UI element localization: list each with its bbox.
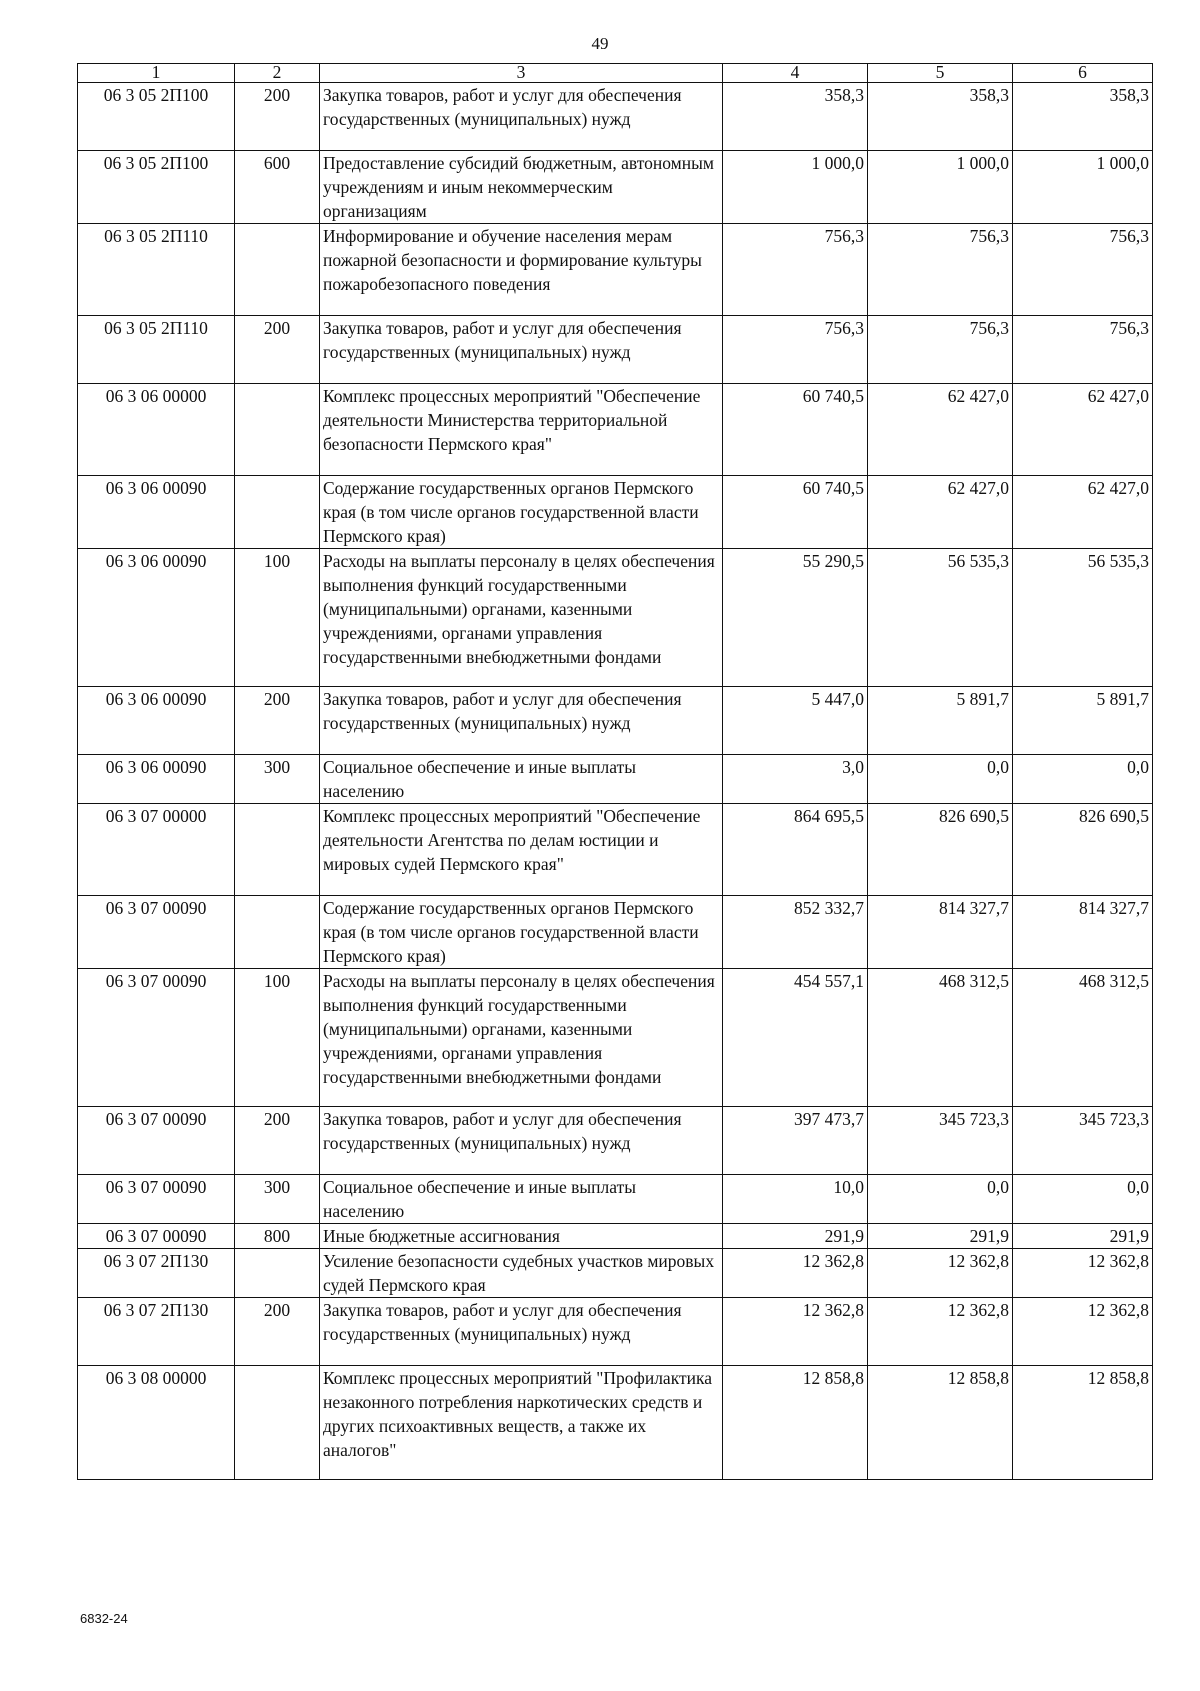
- cell-code: 06 3 08 00000: [78, 1366, 235, 1480]
- page-number: 49: [591, 34, 609, 53]
- cell-value-col5: 62 427,0: [868, 384, 1013, 476]
- cell-name: Закупка товаров, работ и услуг для обеспечения государственных (муниципальных) нужд: [320, 316, 723, 384]
- cell-value-col4: 12 362,8: [723, 1249, 868, 1298]
- header-row: [78, 64, 1153, 83]
- cell-expense-type: 600: [235, 151, 320, 224]
- table-row: [78, 804, 1153, 896]
- cell-value-col5: 345 723,3: [868, 1107, 1013, 1175]
- footer-code: 6832-24: [80, 1611, 128, 1626]
- column-header: 1: [78, 64, 235, 83]
- cell-value-col4: 12 858,8: [723, 1366, 868, 1480]
- cell-value-col4: 60 740,5: [723, 476, 868, 549]
- cell-code: 06 3 05 2П100: [78, 83, 235, 151]
- cell-code: 06 3 07 00090: [78, 969, 235, 1107]
- cell-name: Информирование и обучение населения мерам пожарной безопасности и формирование культуры пожаробезопасного поведения: [320, 224, 723, 316]
- cell-value-col5: 56 535,3: [868, 549, 1013, 687]
- cell-value-col5: 62 427,0: [868, 476, 1013, 549]
- table-row: [78, 896, 1153, 969]
- column-header: 4: [723, 64, 868, 83]
- cell-name: Содержание государственных органов Пермского края (в том числе органов государственной власти Пермского края): [320, 476, 723, 549]
- cell-expense-type: [235, 1249, 320, 1298]
- cell-name: Закупка товаров, работ и услуг для обеспечения государственных (муниципальных) нужд: [320, 1107, 723, 1175]
- cell-value-col4: 454 557,1: [723, 969, 868, 1107]
- table-row: [78, 83, 1153, 151]
- cell-expense-type: 800: [235, 1224, 320, 1249]
- cell-name: Иные бюджетные ассигнования: [320, 1224, 723, 1249]
- cell-value-col5: 12 362,8: [868, 1298, 1013, 1366]
- cell-code: 06 3 07 2П130: [78, 1249, 235, 1298]
- cell-value-col6: 756,3: [1013, 316, 1153, 384]
- cell-name: Закупка товаров, работ и услуг для обеспечения государственных (муниципальных) нужд: [320, 83, 723, 151]
- column-header: 3: [320, 64, 723, 83]
- column-header: 6: [1013, 64, 1153, 83]
- cell-value-col4: 358,3: [723, 83, 868, 151]
- cell-expense-type: [235, 1366, 320, 1480]
- cell-name: Комплекс процессных мероприятий "Обеспечение деятельности Агентства по делам юстиции и мировых судей Пермского края": [320, 804, 723, 896]
- cell-value-col6: 62 427,0: [1013, 384, 1153, 476]
- cell-code: 06 3 06 00000: [78, 384, 235, 476]
- cell-value-col6: 62 427,0: [1013, 476, 1153, 549]
- cell-name: Расходы на выплаты персоналу в целях обеспечения выполнения функций государственными (муниципальными) органами, казенными учреждениями, органами управления государственными внебюджетными фондами: [320, 549, 723, 687]
- cell-value-col5: 5 891,7: [868, 687, 1013, 755]
- cell-value-col5: 12 362,8: [868, 1249, 1013, 1298]
- cell-value-col5: 0,0: [868, 1175, 1013, 1224]
- cell-value-col6: 291,9: [1013, 1224, 1153, 1249]
- cell-name: Содержание государственных органов Пермского края (в том числе органов государственной власти Пермского края): [320, 896, 723, 969]
- table-row: [78, 224, 1153, 316]
- table-row: [78, 969, 1153, 1107]
- cell-code: 06 3 05 2П100: [78, 151, 235, 224]
- table-row: [78, 1249, 1153, 1298]
- cell-expense-type: [235, 224, 320, 316]
- cell-value-col5: 814 327,7: [868, 896, 1013, 969]
- cell-value-col6: 756,3: [1013, 224, 1153, 316]
- cell-code: 06 3 07 00090: [78, 896, 235, 969]
- budget-table: [77, 63, 1153, 1480]
- cell-value-col5: 1 000,0: [868, 151, 1013, 224]
- cell-code: 06 3 05 2П110: [78, 316, 235, 384]
- cell-expense-type: [235, 804, 320, 896]
- cell-code: 06 3 07 00000: [78, 804, 235, 896]
- table-row: [78, 1107, 1153, 1175]
- cell-value-col5: 756,3: [868, 316, 1013, 384]
- cell-value-col5: 0,0: [868, 755, 1013, 804]
- cell-value-col6: 826 690,5: [1013, 804, 1153, 896]
- cell-value-col6: 814 327,7: [1013, 896, 1153, 969]
- cell-value-col6: 1 000,0: [1013, 151, 1153, 224]
- cell-value-col6: 12 362,8: [1013, 1249, 1153, 1298]
- column-header: 2: [235, 64, 320, 83]
- cell-value-col4: 852 332,7: [723, 896, 868, 969]
- cell-code: 06 3 06 00090: [78, 687, 235, 755]
- cell-name: Предоставление субсидий бюджетным, автономным учреждениям и иным некоммерческим организациям: [320, 151, 723, 224]
- cell-value-col4: 756,3: [723, 316, 868, 384]
- cell-value-col6: 5 891,7: [1013, 687, 1153, 755]
- cell-value-col4: 756,3: [723, 224, 868, 316]
- table-row: [78, 316, 1153, 384]
- cell-value-col5: 291,9: [868, 1224, 1013, 1249]
- cell-expense-type: 200: [235, 1107, 320, 1175]
- cell-value-col5: 468 312,5: [868, 969, 1013, 1107]
- cell-code: 06 3 06 00090: [78, 549, 235, 687]
- cell-expense-type: 200: [235, 687, 320, 755]
- cell-expense-type: 100: [235, 969, 320, 1107]
- column-header: 5: [868, 64, 1013, 83]
- cell-value-col5: 756,3: [868, 224, 1013, 316]
- cell-code: 06 3 07 00090: [78, 1175, 235, 1224]
- cell-name: Закупка товаров, работ и услуг для обеспечения государственных (муниципальных) нужд: [320, 687, 723, 755]
- cell-expense-type: 300: [235, 1175, 320, 1224]
- cell-code: 06 3 07 2П130: [78, 1298, 235, 1366]
- cell-name: Социальное обеспечение и иные выплаты населению: [320, 1175, 723, 1224]
- cell-code: 06 3 06 00090: [78, 476, 235, 549]
- cell-expense-type: 200: [235, 83, 320, 151]
- cell-value-col4: 3,0: [723, 755, 868, 804]
- cell-name: Комплекс процессных мероприятий "Обеспечение деятельности Министерства территориальной безопасности Пермского края": [320, 384, 723, 476]
- cell-value-col6: 12 858,8: [1013, 1366, 1153, 1480]
- cell-value-col5: 826 690,5: [868, 804, 1013, 896]
- table-row: [78, 384, 1153, 476]
- cell-code: 06 3 07 00090: [78, 1107, 235, 1175]
- cell-expense-type: 200: [235, 1298, 320, 1366]
- cell-value-col4: 10,0: [723, 1175, 868, 1224]
- cell-value-col6: 358,3: [1013, 83, 1153, 151]
- cell-name: Расходы на выплаты персоналу в целях обеспечения выполнения функций государственными (муниципальными) органами, казенными учреждениями, органами управления государственными внебюджетными фондами: [320, 969, 723, 1107]
- cell-value-col6: 0,0: [1013, 755, 1153, 804]
- cell-value-col4: 397 473,7: [723, 1107, 868, 1175]
- cell-expense-type: 300: [235, 755, 320, 804]
- cell-value-col4: 1 000,0: [723, 151, 868, 224]
- cell-value-col4: 864 695,5: [723, 804, 868, 896]
- cell-value-col6: 0,0: [1013, 1175, 1153, 1224]
- table-row: [78, 1175, 1153, 1224]
- cell-value-col6: 12 362,8: [1013, 1298, 1153, 1366]
- cell-name: Закупка товаров, работ и услуг для обеспечения государственных (муниципальных) нужд: [320, 1298, 723, 1366]
- cell-expense-type: [235, 384, 320, 476]
- cell-code: 06 3 05 2П110: [78, 224, 235, 316]
- cell-code: 06 3 07 00090: [78, 1224, 235, 1249]
- cell-name: Комплекс процессных мероприятий "Профилактика незаконного потребления наркотических средств и других психоактивных веществ, а также их аналогов": [320, 1366, 723, 1480]
- table-row: [78, 151, 1153, 224]
- cell-value-col4: 55 290,5: [723, 549, 868, 687]
- cell-value-col6: 345 723,3: [1013, 1107, 1153, 1175]
- cell-expense-type: [235, 896, 320, 969]
- cell-value-col4: 291,9: [723, 1224, 868, 1249]
- table-row: [78, 1366, 1153, 1480]
- cell-value-col6: 56 535,3: [1013, 549, 1153, 687]
- table-row: [78, 755, 1153, 804]
- cell-value-col4: 12 362,8: [723, 1298, 868, 1366]
- table-row: [78, 1224, 1153, 1249]
- cell-value-col4: 5 447,0: [723, 687, 868, 755]
- table-row: [78, 476, 1153, 549]
- cell-value-col5: 12 858,8: [868, 1366, 1013, 1480]
- cell-name: Социальное обеспечение и иные выплаты населению: [320, 755, 723, 804]
- cell-value-col6: 468 312,5: [1013, 969, 1153, 1107]
- cell-name: Усиление безопасности судебных участков мировых судей Пермского края: [320, 1249, 723, 1298]
- cell-value-col4: 60 740,5: [723, 384, 868, 476]
- cell-expense-type: [235, 476, 320, 549]
- cell-value-col5: 358,3: [868, 83, 1013, 151]
- table-row: [78, 687, 1153, 755]
- table-row: [78, 549, 1153, 687]
- cell-code: 06 3 06 00090: [78, 755, 235, 804]
- table-row: [78, 1298, 1153, 1366]
- cell-expense-type: 100: [235, 549, 320, 687]
- cell-expense-type: 200: [235, 316, 320, 384]
